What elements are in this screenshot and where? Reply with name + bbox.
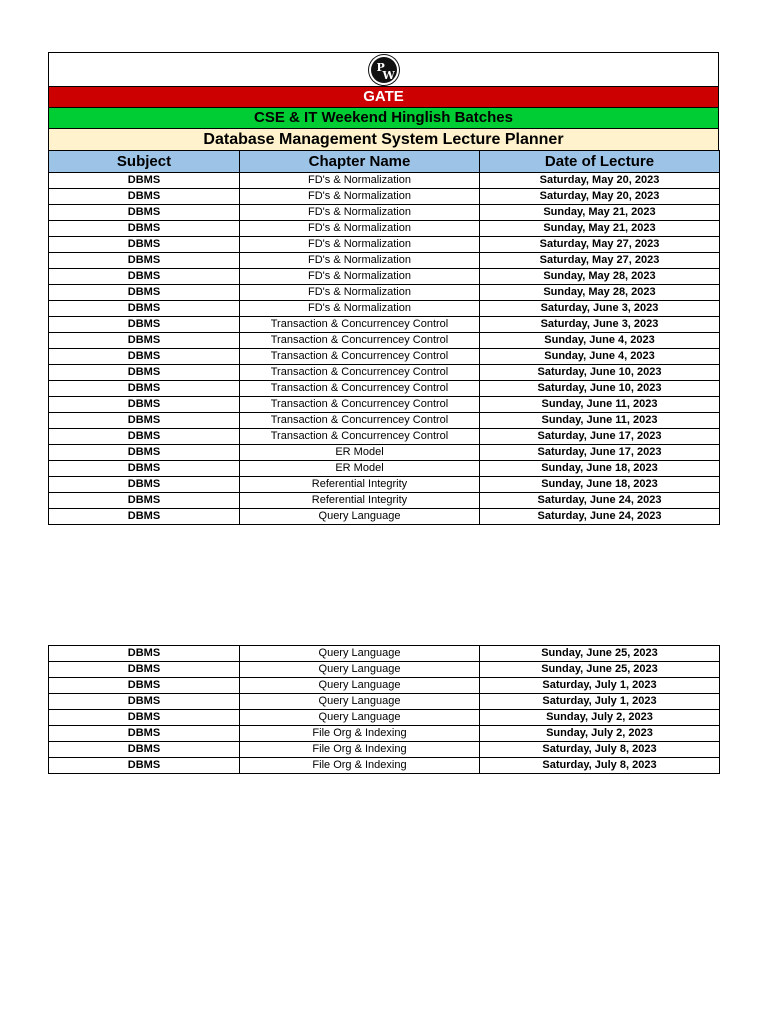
cell-chapter: Transaction & Concurrencey Control [240, 381, 480, 397]
planner-sheet-page1 [48, 52, 719, 525]
cell-chapter: File Org & Indexing [240, 726, 480, 742]
table-row [49, 710, 720, 726]
table-row [49, 742, 720, 758]
table-row [49, 758, 720, 774]
cell-chapter: Query Language [240, 509, 480, 525]
cell-date: Sunday, June 11, 2023 [480, 397, 720, 413]
cell-date: Sunday, June 18, 2023 [480, 461, 720, 477]
cell-subject: DBMS [49, 189, 240, 205]
cell-chapter: Query Language [240, 662, 480, 678]
table-row [49, 509, 720, 525]
column-header-subject: Subject [49, 151, 240, 173]
cell-chapter: File Org & Indexing [240, 742, 480, 758]
cell-chapter: FD's & Normalization [240, 285, 480, 301]
cell-date: Sunday, June 18, 2023 [480, 477, 720, 493]
cell-date: Sunday, May 28, 2023 [480, 269, 720, 285]
cell-date: Saturday, June 17, 2023 [480, 445, 720, 461]
cell-subject: DBMS [49, 429, 240, 445]
cell-subject: DBMS [49, 726, 240, 742]
table-header-row [49, 151, 720, 173]
planner-sheet-page2 [48, 645, 719, 774]
lecture-table-continued [48, 645, 720, 774]
table-row [49, 285, 720, 301]
table-row [49, 189, 720, 205]
cell-subject: DBMS [49, 493, 240, 509]
table-row [49, 726, 720, 742]
cell-chapter: Transaction & Concurrencey Control [240, 365, 480, 381]
table-row [49, 205, 720, 221]
table-row [49, 253, 720, 269]
cell-date: Saturday, May 27, 2023 [480, 237, 720, 253]
cell-subject: DBMS [49, 349, 240, 365]
lecture-table [48, 150, 720, 525]
table-row [49, 461, 720, 477]
cell-subject: DBMS [49, 461, 240, 477]
table-row [49, 678, 720, 694]
cell-date: Sunday, May 28, 2023 [480, 285, 720, 301]
cell-subject: DBMS [49, 445, 240, 461]
table-row [49, 237, 720, 253]
cell-chapter: Referential Integrity [240, 493, 480, 509]
table-row [49, 445, 720, 461]
cell-chapter: Query Language [240, 678, 480, 694]
cell-chapter: Query Language [240, 646, 480, 662]
cell-chapter: ER Model [240, 445, 480, 461]
column-header-chapter: Chapter Name [240, 151, 480, 173]
cell-date: Saturday, May 20, 2023 [480, 173, 720, 189]
cell-chapter: FD's & Normalization [240, 269, 480, 285]
table-row [49, 269, 720, 285]
cell-subject: DBMS [49, 269, 240, 285]
cell-subject: DBMS [49, 333, 240, 349]
cell-subject: DBMS [49, 173, 240, 189]
planner-title: Database Management System Lecture Planner [48, 128, 719, 150]
table-row [49, 349, 720, 365]
cell-date: Saturday, July 1, 2023 [480, 694, 720, 710]
cell-date: Sunday, June 25, 2023 [480, 662, 720, 678]
cell-date: Saturday, July 8, 2023 [480, 758, 720, 774]
table-row [49, 333, 720, 349]
cell-date: Sunday, May 21, 2023 [480, 205, 720, 221]
batch-banner: CSE & IT Weekend Hinglish Batches [48, 107, 719, 128]
cell-chapter: Transaction & Concurrencey Control [240, 429, 480, 445]
cell-subject: DBMS [49, 237, 240, 253]
cell-date: Saturday, July 1, 2023 [480, 678, 720, 694]
cell-subject: DBMS [49, 477, 240, 493]
gate-banner: GATE [48, 86, 719, 107]
table-row [49, 221, 720, 237]
cell-chapter: Transaction & Concurrencey Control [240, 317, 480, 333]
cell-chapter: Transaction & Concurrencey Control [240, 397, 480, 413]
table-row [49, 317, 720, 333]
cell-subject: DBMS [49, 285, 240, 301]
cell-chapter: Transaction & Concurrencey Control [240, 349, 480, 365]
cell-date: Saturday, June 3, 2023 [480, 301, 720, 317]
cell-subject: DBMS [49, 710, 240, 726]
cell-date: Saturday, June 24, 2023 [480, 509, 720, 525]
cell-date: Sunday, June 11, 2023 [480, 413, 720, 429]
cell-date: Sunday, June 25, 2023 [480, 646, 720, 662]
table-row [49, 413, 720, 429]
cell-date: Saturday, May 20, 2023 [480, 189, 720, 205]
cell-chapter: Query Language [240, 710, 480, 726]
cell-chapter: FD's & Normalization [240, 173, 480, 189]
cell-chapter: FD's & Normalization [240, 189, 480, 205]
pw-logo-icon [371, 57, 397, 83]
cell-subject: DBMS [49, 365, 240, 381]
cell-date: Saturday, June 24, 2023 [480, 493, 720, 509]
cell-chapter: Referential Integrity [240, 477, 480, 493]
table-row [49, 662, 720, 678]
cell-subject: DBMS [49, 678, 240, 694]
cell-subject: DBMS [49, 381, 240, 397]
cell-date: Sunday, July 2, 2023 [480, 710, 720, 726]
cell-subject: DBMS [49, 509, 240, 525]
cell-chapter: FD's & Normalization [240, 237, 480, 253]
cell-subject: DBMS [49, 646, 240, 662]
cell-date: Sunday, June 4, 2023 [480, 349, 720, 365]
cell-date: Saturday, June 17, 2023 [480, 429, 720, 445]
cell-subject: DBMS [49, 758, 240, 774]
cell-subject: DBMS [49, 742, 240, 758]
cell-chapter: FD's & Normalization [240, 301, 480, 317]
cell-subject: DBMS [49, 301, 240, 317]
cell-subject: DBMS [49, 397, 240, 413]
cell-date: Saturday, July 8, 2023 [480, 742, 720, 758]
cell-date: Saturday, June 10, 2023 [480, 381, 720, 397]
cell-subject: DBMS [49, 662, 240, 678]
cell-date: Sunday, July 2, 2023 [480, 726, 720, 742]
table-row [49, 365, 720, 381]
cell-chapter: FD's & Normalization [240, 205, 480, 221]
column-header-date: Date of Lecture [480, 151, 720, 173]
cell-chapter: FD's & Normalization [240, 221, 480, 237]
cell-subject: DBMS [49, 221, 240, 237]
table-row [49, 301, 720, 317]
cell-chapter: File Org & Indexing [240, 758, 480, 774]
cell-subject: DBMS [49, 205, 240, 221]
logo-letter-w: W [382, 68, 395, 82]
logo-row [48, 52, 719, 86]
logo-letter-p: P [376, 60, 385, 74]
cell-chapter: FD's & Normalization [240, 253, 480, 269]
table-row [49, 381, 720, 397]
cell-subject: DBMS [49, 253, 240, 269]
table-row [49, 397, 720, 413]
table-row [49, 694, 720, 710]
table-row [49, 429, 720, 445]
cell-chapter: ER Model [240, 461, 480, 477]
cell-subject: DBMS [49, 317, 240, 333]
cell-chapter: Query Language [240, 694, 480, 710]
table-row [49, 477, 720, 493]
cell-chapter: Transaction & Concurrencey Control [240, 413, 480, 429]
cell-chapter: Transaction & Concurrencey Control [240, 333, 480, 349]
cell-date: Saturday, June 3, 2023 [480, 317, 720, 333]
cell-date: Saturday, June 10, 2023 [480, 365, 720, 381]
table-row [49, 646, 720, 662]
table-row [49, 173, 720, 189]
table-row [49, 493, 720, 509]
cell-subject: DBMS [49, 694, 240, 710]
cell-subject: DBMS [49, 413, 240, 429]
cell-date: Sunday, May 21, 2023 [480, 221, 720, 237]
cell-date: Saturday, May 27, 2023 [480, 253, 720, 269]
cell-date: Sunday, June 4, 2023 [480, 333, 720, 349]
